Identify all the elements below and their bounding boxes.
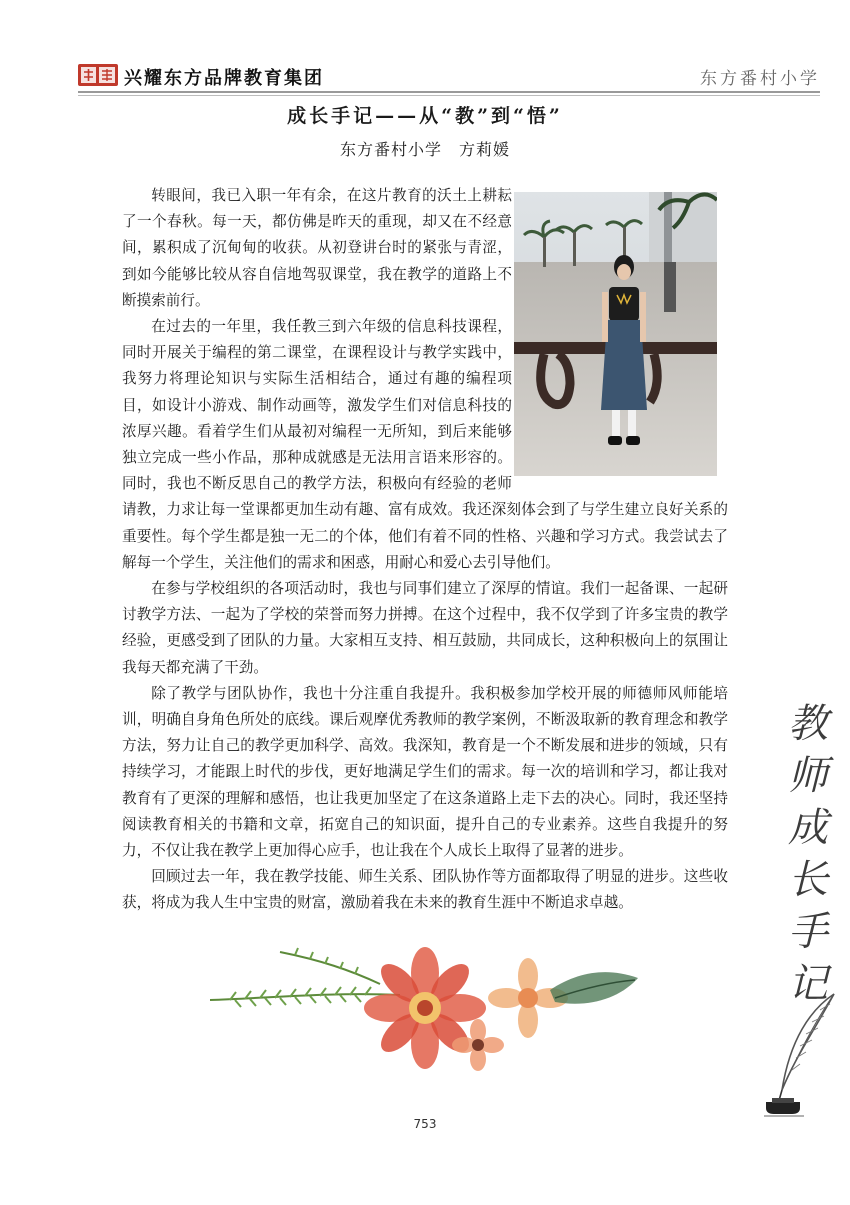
header-divider-thin [78, 95, 820, 96]
page-number: 753 [413, 1117, 437, 1131]
side-calligraphy-title [780, 698, 836, 1010]
article-body [122, 183, 728, 917]
paragraph-2: 在过去的一年里，我任教三到六年级的信息科技课程，同时开展关于编程的第二课堂，在课程设计与教学实践中，我努力将理论知识与实际生活相结合，通过有趣的编程项目，如设计小游戏、制作动画等，激发学生们对信息科技的浓厚兴趣。看着学生们从最初对编程一无所知，到后来能够独立完成一些小作品，那种成就感是无法用言语来形容的。同时，我也不断反思自己的教学方法，积极向有经验的老师请教，力求让每一堂课都更加生动有趣、富有成效。我还深刻体会到了与学生建立良好关系的重要性。每个学生都是独一无二的个体，他们有着不同的性格、兴趣和学习方式。我尝试去了解每一个学生，关注他们的需求和困惑，用耐心和爱心去引导他们。 [122, 318, 728, 571]
paragraph-4: 除了教学与团队协作，我也十分注重自我提升。我积极参加学校开展的师德师风师能培训，明确自身角色所处的底线。课后观摩优秀教师的教学案例，不断汲取新的教育理念和教学方法，努力让自己的教学更加科学、高效。我深知，教育是一个不断发展和进步的领域，只有持续学习，才能跟上时代的步伐，更好地满足学生们的需求。每一次的培训和学习，都让我对教育有了更深的理解和感悟，也让我更加坚定了在这条道路上走下去的决心。同时，我还坚持阅读教育相关的书籍和文章，拓宽自己的知识面，提升自己的专业素养。这些自我提升的努力，不仅让我在教学上更加得心应手，也让我在个人成长上取得了显著的进步。 [122, 684, 728, 860]
side-title-char: 教 [788, 701, 828, 747]
side-title-char: 成 [788, 805, 828, 851]
paragraph-3: 在参与学校组织的各项活动时，我也与同事们建立了深厚的情谊。我们一起备课、一起研讨教学方法、一起为了学校的荣誉而努力拼搏。在这个过程中，我不仅学到了许多宝贵的教学经验，更感受到了团队的力量。大家相互支持、相互鼓励，共同成长，这种积极向上的氛围让我每天都充满了干劲。 [122, 580, 728, 676]
paragraph-1: 转眼间，我已入职一年有余，在这片教育的沃土上耕耘了一个春秋。每一天，都仿佛是昨天的重现，却又在不经意间，累积成了沉甸甸的收获。从初登讲台时的紧张与青涩，到如今能够比较从容自信地驾驭课堂，我在教学的道路上不断摸索前行。 [122, 187, 512, 309]
quill-pen-icon [760, 990, 840, 1120]
header-organization: 兴耀东方品牌教育集团 [124, 68, 324, 89]
article-title: 成长手记——从“教”到“悟” [287, 105, 563, 127]
header-divider [78, 91, 820, 93]
group-logo [78, 64, 118, 86]
paragraph-5: 回顾过去一年，我在教学技能、师生关系、团队协作等方面都取得了明显的进步。这些收获，将成为我人生中宝贵的财富，激励着我在未来的教育生涯中不断追求卓越。 [122, 868, 728, 912]
flower-decoration [210, 940, 640, 1075]
photo-float-spacer [512, 183, 728, 477]
article-byline: 东方番村小学 方莉媛 [339, 140, 510, 159]
header-school: 东方番村小学 [700, 69, 820, 89]
side-title-char: 记 [788, 961, 828, 1007]
side-title-char: 手 [788, 909, 828, 955]
side-title-char: 长 [788, 857, 828, 903]
side-title-char: 师 [788, 753, 828, 799]
